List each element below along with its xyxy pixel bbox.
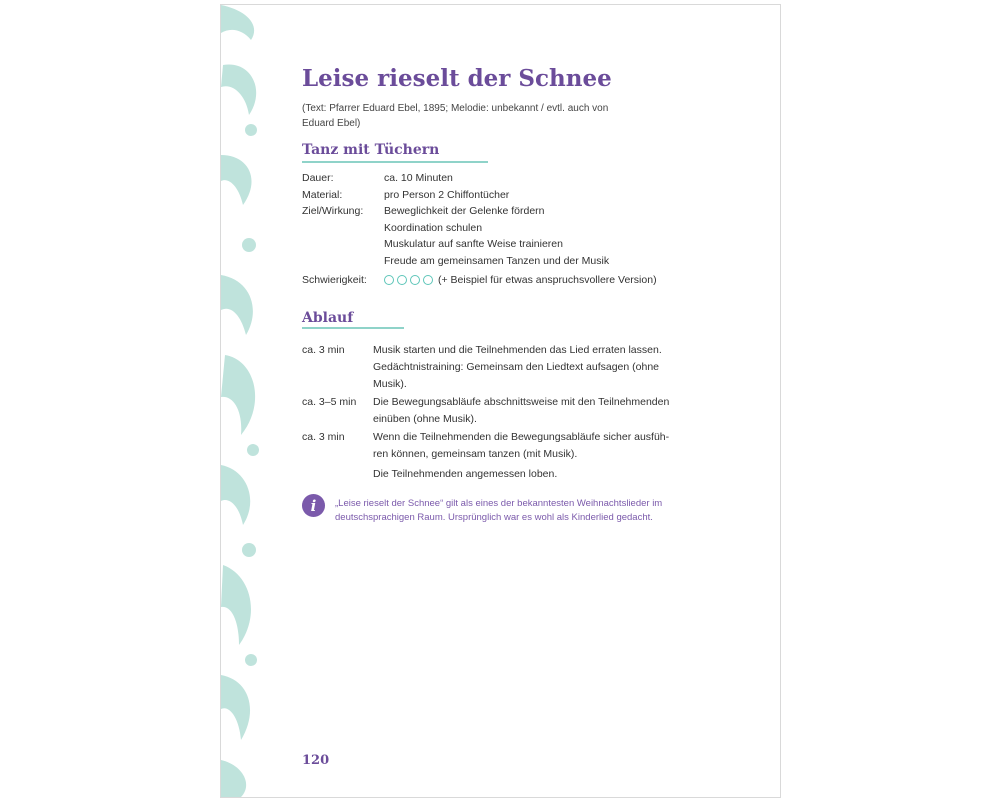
step-text (373, 429, 669, 483)
steps-list (302, 342, 702, 484)
meta-row-ziel (302, 203, 762, 269)
meta-label: Ziel/Wirkung: (302, 205, 364, 218)
step-line: Die Bewegungsabläufe abschnittsweise mit den Teilnehmenden (373, 396, 670, 408)
meta-row-material (302, 187, 762, 204)
info-box (302, 494, 692, 525)
step-line: Musik starten und die Teilnehmenden das Lied erraten lassen. (373, 344, 662, 356)
difficulty-circle-icon (397, 275, 407, 285)
difficulty-circle-icon (384, 275, 394, 285)
meta-value: Muskulatur auf sanfte Weise trainieren (384, 238, 563, 251)
source-note: (Text: Pfarrer Eduard Ebel, 1895; Melodie: unbekannt / evtl. auch von Eduard Ebel) (302, 103, 609, 129)
meta-label: Schwierigkeit: (302, 273, 367, 286)
section-rule (302, 161, 488, 163)
meta-row-difficulty (302, 272, 762, 289)
step-time: ca. 3 min (302, 344, 345, 356)
meta-value-list (384, 203, 609, 269)
step-time: ca. 3 min (302, 431, 345, 443)
step-item (302, 342, 702, 393)
section-heading-ablauf: Ablauf (302, 310, 354, 326)
step-time: ca. 3–5 min (302, 396, 357, 408)
step-line: ren können, gemeinsam tanzen (mit Musik). (373, 448, 578, 460)
meta-label: Material: (302, 188, 343, 201)
step-item (302, 394, 702, 428)
meta-value: pro Person 2 Chiffontücher (384, 188, 510, 201)
step-line: einüben (ohne Musik). (373, 413, 477, 425)
info-text: „Leise rieselt der Schnee“ gilt als eines der bekanntesten Weihnachtslieder im deutschsprachigen Raum. Ursprünglich war es wohl als Kinderlied gedacht. (335, 498, 663, 523)
meta-value: Koordination schulen (384, 221, 483, 234)
step-text (373, 394, 669, 428)
meta-value: Beweglichkeit der Gelenke fördern (384, 205, 545, 218)
step-line: Gedächtnistraining: Gemeinsam den Liedtext aufsagen (ohne (373, 361, 660, 373)
page-number: 120 (302, 753, 330, 768)
info-icon: i (302, 494, 325, 517)
step-line: Wenn die Teilnehmenden die Bewegungsabläufe sicher ausfüh- (373, 431, 670, 443)
section-rule (302, 327, 404, 329)
meta-table (302, 170, 762, 288)
page-title: Leise rieselt der Schnee (302, 65, 612, 92)
book-page (220, 4, 781, 798)
difficulty-circle-icon (410, 275, 420, 285)
difficulty-note: (+ Beispiel für etwas anspruchsvollere Version) (438, 273, 657, 286)
step-line: Musik). (373, 378, 407, 390)
step-line: Die Teilnehmenden angemessen loben. (373, 468, 558, 480)
meta-row-dauer (302, 170, 762, 187)
meta-label: Dauer: (302, 172, 334, 184)
meta-value: ca. 10 Minuten (384, 172, 453, 184)
step-item (302, 429, 702, 483)
section-heading-tanz: Tanz mit Tüchern (302, 142, 440, 158)
difficulty-circle-icon (423, 275, 433, 285)
meta-value: Freude am gemeinsamen Tanzen und der Musik (384, 254, 610, 267)
floral-ornament (221, 5, 281, 797)
step-text (373, 342, 662, 393)
